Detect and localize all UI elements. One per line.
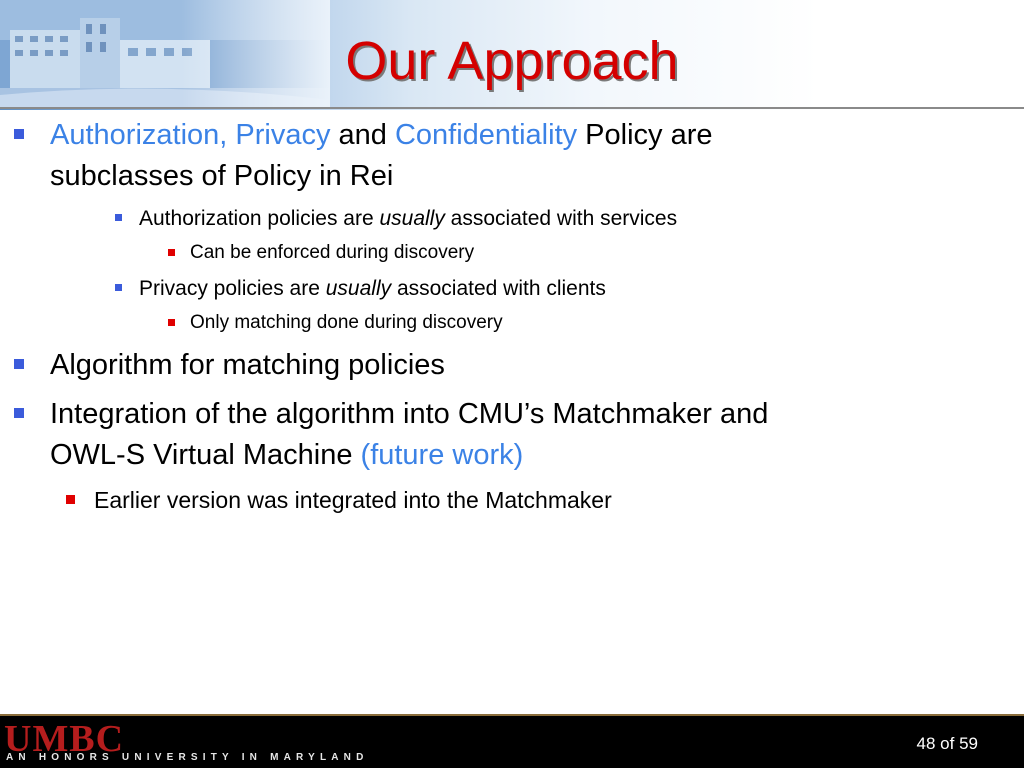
text-integration-line2: OWL-S Virtual Machine: [50, 439, 361, 471]
text-only-matching: Only matching done during discovery: [190, 312, 503, 333]
text-privacy-post: associated with clients: [391, 277, 606, 300]
text-integration-line1: Integration of the algorithm into CMU’s Matchmaker and: [50, 398, 769, 430]
square-bullet-icon: [66, 495, 75, 504]
bullet-earlier-version: [94, 484, 894, 516]
square-bullet-icon: [115, 214, 122, 221]
bullet-privacy-policies: [139, 274, 939, 304]
bullet-only-matching: [190, 310, 890, 336]
text-algorithm: Algorithm for matching policies: [50, 349, 445, 381]
text-usually: usually: [379, 207, 445, 230]
bullet-algorithm-matching: [50, 345, 950, 386]
text-and: and: [330, 119, 395, 151]
term-authorization-privacy: Authorization, Privacy: [50, 119, 331, 151]
page-number: 48 of 59: [916, 734, 978, 753]
square-bullet-icon: [14, 408, 24, 418]
square-bullet-icon: [14, 359, 24, 369]
umbc-logo: UMBC: [4, 718, 125, 760]
bullet-policy-subclasses: [50, 115, 950, 197]
slide-title: Our Approach: [345, 31, 679, 91]
square-bullet-icon: [14, 129, 24, 139]
bullet-enforced-discovery: [190, 240, 890, 266]
text-subclasses: subclasses of Policy in Rei: [50, 160, 394, 192]
text-future-work: (future work): [360, 439, 524, 471]
text-policy-are: Policy are: [577, 119, 713, 151]
term-confidentiality: Confidentiality: [394, 119, 578, 151]
text-privacy-pre: Privacy policies are: [139, 277, 326, 300]
bullet-authorization-policies: [139, 204, 939, 234]
header-banner: [0, 0, 1024, 110]
text-usually: usually: [325, 277, 392, 300]
square-bullet-icon: [168, 249, 175, 256]
header-divider: [0, 107, 1024, 109]
footer-bar: [0, 716, 1024, 768]
umbc-tagline: AN HONORS UNIVERSITY IN MARYLAND: [6, 752, 369, 763]
square-bullet-icon: [115, 284, 122, 291]
text-authorization-pre: Authorization policies are: [139, 207, 380, 230]
text-enforced-discovery: Can be enforced during discovery: [190, 242, 475, 263]
square-bullet-icon: [168, 319, 175, 326]
bullet-integration: [50, 394, 990, 476]
text-authorization-post: associated with services: [444, 207, 678, 230]
text-earlier-version: Earlier version was integrated into the Matchmaker: [94, 487, 612, 513]
